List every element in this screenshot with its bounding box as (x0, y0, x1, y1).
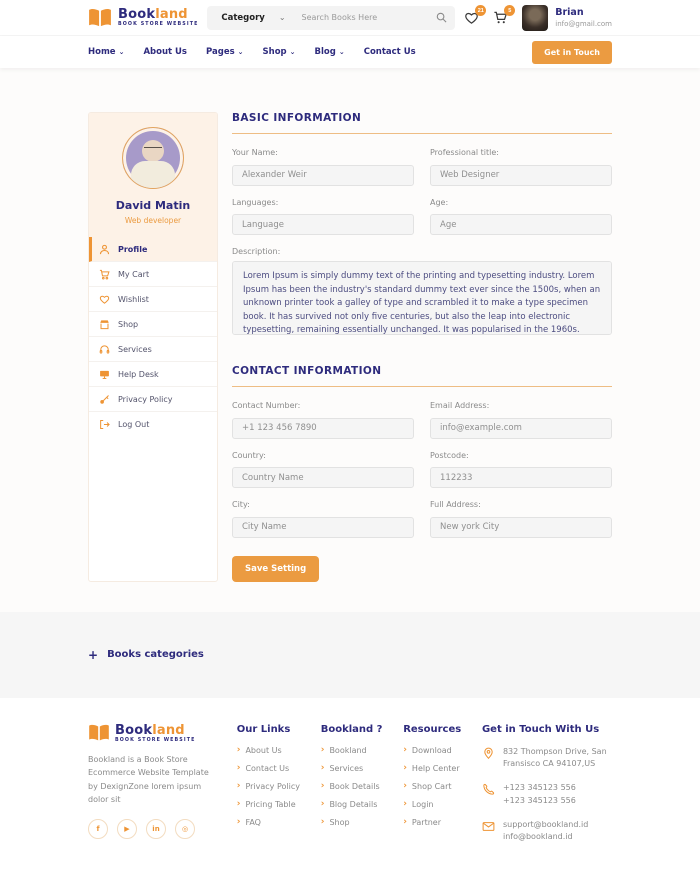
chevron-down-icon: ⌄ (279, 13, 286, 22)
youtube-icon[interactable]: ▶ (117, 819, 137, 839)
user-avatar (522, 5, 548, 31)
chevron-right-icon: › (403, 782, 407, 791)
linkedin-icon[interactable]: in (146, 819, 166, 839)
nav-item-about-us[interactable]: About Us (143, 47, 187, 57)
field-city: City: City Name (232, 500, 414, 538)
field-your-name: Your Name: Alexander Weir (232, 148, 414, 186)
footer-brand-column (88, 724, 216, 856)
section-divider (232, 133, 612, 134)
wishlist-count-badge: 21 (475, 5, 486, 16)
chevron-right-icon: › (403, 764, 407, 773)
nav-item-home[interactable]: Home ⌄ (88, 47, 124, 57)
social-links (88, 819, 216, 839)
heart-icon (99, 294, 110, 305)
sidebar-item-profile[interactable]: Profile (89, 237, 217, 262)
headset-icon (99, 344, 110, 355)
chevron-right-icon: › (237, 746, 241, 755)
profile-sidebar (88, 112, 218, 582)
your-name-input[interactable] (232, 165, 414, 186)
description-textarea[interactable] (232, 261, 612, 335)
sidebar-item-services[interactable]: Services (89, 337, 217, 362)
footer-get-in-touch-column: Get in Touch With Us 832 Thompson Drive, San Fransisco CA 94107,US +123 345123 556 +123 345123 556 support@bookland.id info@bookland.id (482, 724, 612, 856)
footer-phones (482, 782, 612, 808)
search-icon (436, 12, 447, 23)
contact-info-section (232, 365, 612, 582)
location-pin-icon (482, 747, 495, 760)
footer-link-about-us[interactable]: › About Us (237, 746, 300, 755)
footer-link-services[interactable]: › Services (321, 764, 383, 773)
search-bar (207, 6, 455, 30)
section-divider (232, 386, 612, 387)
main-nav (0, 36, 700, 68)
sidebar-menu (89, 237, 217, 437)
footer-link-download[interactable]: › Download (403, 746, 461, 755)
user-name: Brian (555, 7, 612, 18)
books-categories-toggle[interactable]: + Books categories (88, 649, 204, 661)
footer-emails (482, 819, 612, 845)
search-button[interactable] (436, 12, 447, 23)
monitor-icon (99, 369, 110, 380)
footer-email-1[interactable]: support@bookland.id (503, 819, 588, 832)
chevron-down-icon: ⌄ (119, 48, 125, 56)
field-professional-title: Professional title: Web Designer (430, 148, 612, 186)
chevron-down-icon: ⌄ (238, 48, 244, 56)
profile-avatar (122, 127, 184, 189)
sidebar-item-help-desk[interactable]: Help Desk (89, 362, 217, 387)
wishlist-button[interactable] (464, 10, 479, 25)
field-age: Age: Age (430, 198, 612, 236)
cart-button[interactable] (493, 10, 508, 25)
professional-title-input[interactable] (430, 165, 612, 186)
nav-item-shop[interactable]: Shop ⌄ (263, 47, 296, 57)
chevron-right-icon: › (321, 800, 325, 809)
nav-item-pages[interactable]: Pages ⌄ (206, 47, 244, 57)
open-book-icon (88, 724, 110, 742)
footer-email-2[interactable]: info@bookland.id (503, 831, 588, 844)
user-email: info@gmail.com (555, 20, 612, 28)
sidebar-item-my-cart[interactable]: My Cart (89, 262, 217, 287)
footer-link-book-details[interactable]: › Book Details (321, 782, 383, 791)
footer-phone-2[interactable]: +123 345123 556 (503, 795, 576, 808)
save-setting-button[interactable]: Save Setting (232, 556, 319, 582)
field-country: Country: Country Name (232, 451, 414, 489)
footer-link-shop[interactable]: › Shop (321, 818, 383, 827)
instagram-icon[interactable]: ◎ (175, 819, 195, 839)
logo-subtitle: BOOK STORE WEBSITE (118, 23, 198, 28)
envelope-icon (482, 820, 495, 833)
sidebar-item-log-out[interactable]: Log Out (89, 412, 217, 437)
field-contact-number: Contact Number: +1 123 456 7890 (232, 401, 414, 439)
field-postcode: Postcode: 112233 (430, 451, 612, 489)
store-icon (99, 319, 110, 330)
footer-link-pricing-table[interactable]: › Pricing Table (237, 800, 300, 809)
full-address-input[interactable] (430, 517, 612, 538)
city-input[interactable] (232, 517, 414, 538)
footer-bookland-column: Bookland ? › Bookland › Services › Book Details › Blog Details › Shop (321, 724, 383, 856)
age-input[interactable] (430, 214, 612, 235)
chevron-right-icon: › (321, 746, 325, 755)
field-full-address: Full Address: New york City (430, 500, 612, 538)
chevron-right-icon: › (237, 800, 241, 809)
footer (0, 698, 700, 875)
profile-card (89, 113, 217, 237)
user-account[interactable] (522, 5, 612, 31)
footer-link-blog-details[interactable]: › Blog Details (321, 800, 383, 809)
footer-link-faq[interactable]: › FAQ (237, 818, 300, 827)
phone-icon (482, 783, 495, 796)
chevron-down-icon: ⌄ (290, 48, 296, 56)
footer-phone-1[interactable]: +123 345123 556 (503, 782, 576, 795)
profile-form (232, 112, 612, 582)
books-categories-band (0, 612, 700, 698)
user-icon (99, 244, 110, 255)
cart-count-badge: 5 (504, 5, 515, 16)
site-logo[interactable] (88, 8, 198, 28)
chevron-right-icon: › (403, 746, 407, 755)
profile-role: Web developer (97, 216, 209, 225)
footer-link-contact-us[interactable]: › Contact Us (237, 764, 300, 773)
footer-link-shop-cart[interactable]: › Shop Cart (403, 782, 461, 791)
field-languages: Languages: Language (232, 198, 414, 236)
field-email-address: Email Address: info@example.com (430, 401, 612, 439)
cart-icon (99, 269, 110, 280)
footer-resources-column: Resources › Download › Help Center › Shop Cart › Login › Partner (403, 724, 461, 856)
nav-item-contact-us[interactable]: Contact Us (364, 47, 416, 57)
search-input[interactable] (292, 13, 437, 22)
country-input[interactable] (232, 467, 414, 488)
open-book-icon (88, 8, 112, 28)
footer-link-help-center[interactable]: › Help Center (403, 764, 461, 773)
profile-page (0, 68, 700, 612)
contact-number-input[interactable] (232, 418, 414, 439)
chevron-right-icon: › (403, 800, 407, 809)
logo-title: Bookland (118, 8, 198, 21)
chevron-right-icon: › (321, 764, 325, 773)
email-address-input[interactable] (430, 418, 612, 439)
contact-info-title: CONTACT INFORMATION (232, 365, 612, 377)
key-icon (99, 394, 110, 405)
chevron-right-icon: › (321, 782, 325, 791)
footer-logo[interactable]: Bookland BOOK STORE WEBSITE (88, 724, 216, 744)
sidebar-item-wishlist[interactable]: Wishlist (89, 287, 217, 312)
nav-item-blog[interactable]: Blog ⌄ (315, 47, 345, 57)
chevron-down-icon: ⌄ (339, 48, 345, 56)
logout-icon (99, 419, 110, 430)
field-description: Description: Lorem Ipsum is simply dummy text of the printing and typesetting industry. Lorem Ipsum has been the industry's standard dummy text ever since the 1500s, when an unknown printer took a galley of type and scrambled it to make a type specimen book. It has survived not only five centuries, but also the leap into electronic typesetting, remaining essentially unchanged. It was popularised in the 1960s. (232, 247, 612, 339)
chevron-right-icon: › (237, 818, 241, 827)
postcode-input[interactable] (430, 467, 612, 488)
category-dropdown[interactable]: Category ⌄ (215, 13, 291, 23)
footer-link-bookland[interactable]: › Bookland (321, 746, 383, 755)
get-in-touch-button[interactable]: Get in Touch (532, 41, 612, 64)
languages-input[interactable] (232, 214, 414, 235)
footer-link-login[interactable]: › Login (403, 800, 461, 809)
top-header (0, 0, 700, 36)
sidebar-item-shop[interactable]: Shop (89, 312, 217, 337)
footer-link-privacy-policy[interactable]: › Privacy Policy (237, 782, 300, 791)
plus-icon: + (88, 649, 98, 661)
chevron-right-icon: › (237, 782, 241, 791)
chevron-right-icon: › (321, 818, 325, 827)
chevron-right-icon: › (237, 764, 241, 773)
profile-name: David Matin (97, 199, 209, 212)
footer-our-links-column: Our Links › About Us › Contact Us › Privacy Policy › Pricing Table › FAQ (237, 724, 300, 856)
footer-description: Bookland is a Book Store Ecommerce Website Template by DexignZone lorem ipsum dolor sit (88, 753, 216, 806)
basic-info-title: BASIC INFORMATION (232, 112, 612, 124)
footer-address: 832 Thompson Drive, San Fransisco CA 94107,US (482, 746, 612, 772)
sidebar-item-privacy-policy[interactable]: Privacy Policy (89, 387, 217, 412)
footer-link-partner[interactable]: › Partner (403, 818, 461, 827)
facebook-icon[interactable]: f (88, 819, 108, 839)
chevron-right-icon: › (403, 818, 407, 827)
